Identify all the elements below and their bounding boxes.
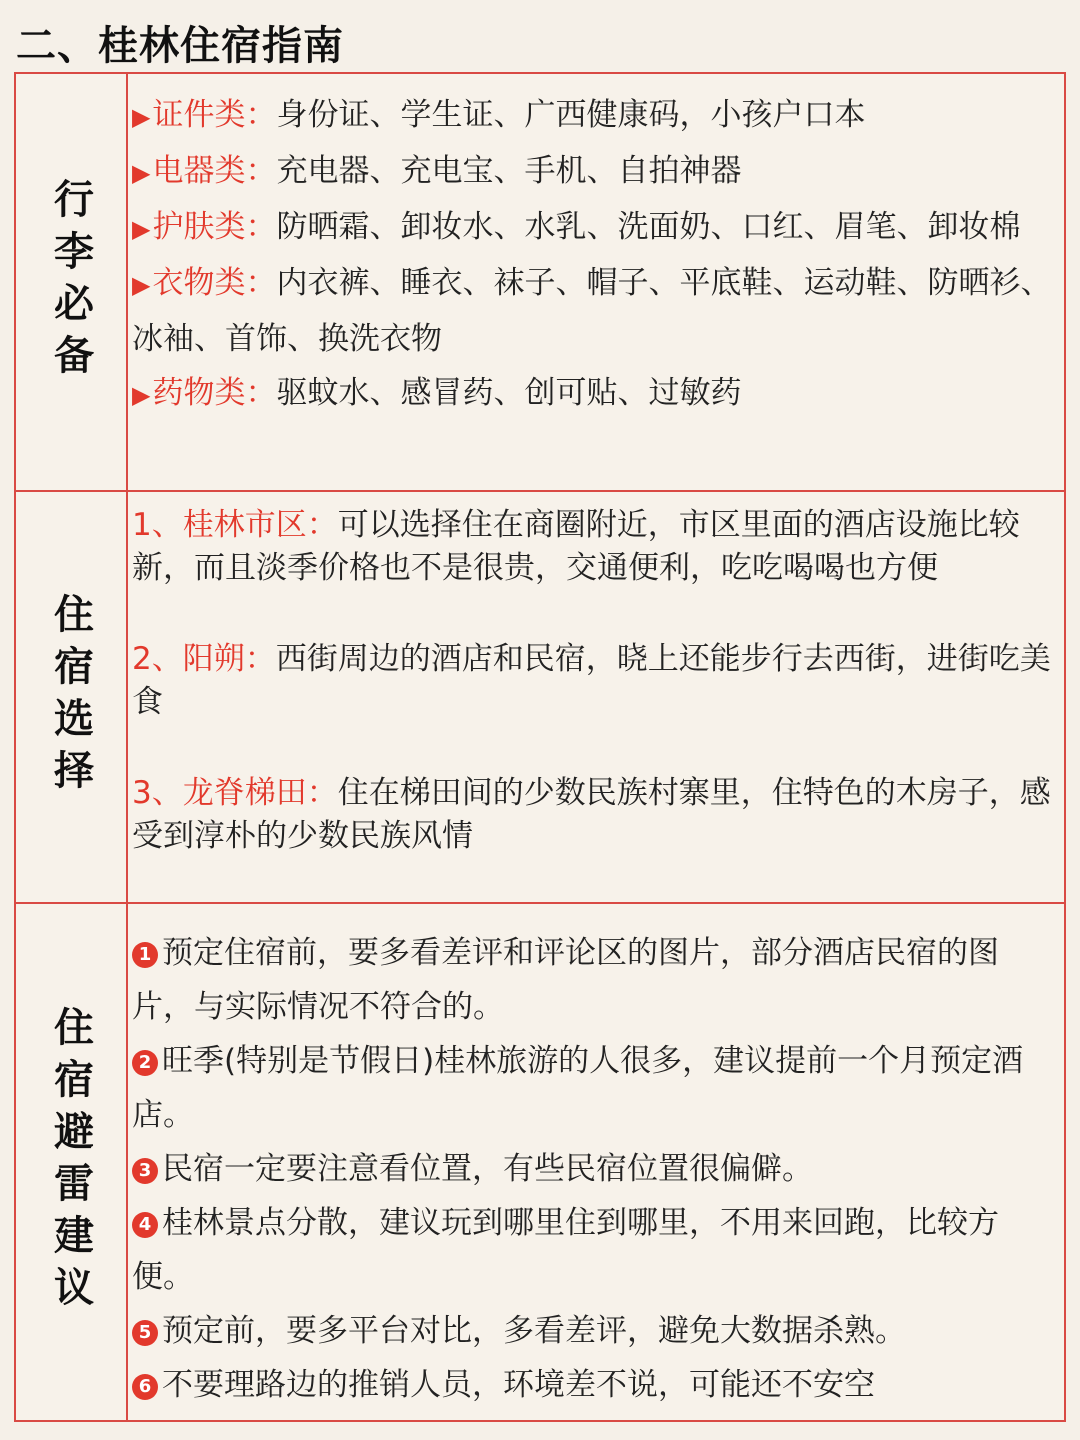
number-badge-icon: 6: [132, 1374, 158, 1400]
item-text: 西街周边的酒店和民宿，晓上还能步行去西街，进街吃美食: [132, 641, 1051, 720]
item-text: 旺季(特别是节假日)桂林旅游的人很多，建议提前一个月预定酒店。: [132, 1043, 1024, 1133]
list-item: [132, 772, 1052, 858]
item-text: 民宿一定要注意看位置，有些民宿位置很偏僻。: [162, 1151, 813, 1187]
item-text: 内衣裤、睡衣、袜子、帽子、平底鞋、运动鞋、防晒衫、冰袖、首饰、换洗衣物: [132, 265, 1052, 357]
item-title: 2、阳朔：: [132, 641, 276, 677]
spacer: [132, 590, 1052, 638]
number-badge-icon: 5: [132, 1320, 158, 1346]
list-item: [132, 1196, 1052, 1304]
item-category: 证件类：: [152, 97, 277, 133]
tips-content: [132, 926, 1052, 1420]
row-label-tips: 住宿避雷建议: [47, 1006, 94, 1318]
list-item: [132, 256, 1052, 366]
row-label-cell: [16, 492, 128, 902]
row-label-luggage: 行李必备: [47, 178, 94, 386]
item-title: 1、桂林市区：: [132, 507, 338, 543]
list-item: [132, 366, 1052, 422]
row-label-lodging: 住宿选择: [47, 593, 94, 801]
row-label-cell: [16, 74, 128, 490]
number-badge-icon: 4: [132, 1212, 158, 1238]
item-text: 充电器、充电宝、手机、自拍神器: [276, 153, 742, 189]
list-item: [132, 144, 1052, 200]
list-item: [132, 88, 1052, 144]
spacer: [132, 724, 1052, 772]
luggage-content: [132, 88, 1052, 490]
number-badge-icon: 1: [132, 942, 158, 968]
row-luggage: [16, 74, 1064, 490]
item-category: 衣物类：: [152, 265, 277, 301]
lodging-content: [132, 504, 1052, 902]
triangle-bullet-icon: ▶: [132, 159, 151, 187]
list-item: [132, 638, 1052, 724]
item-text: 驱蚊水、感冒药、创可贴、过敏药: [276, 375, 742, 411]
triangle-bullet-icon: ▶: [132, 215, 151, 243]
item-text: 防晒霜、卸妆水、水乳、洗面奶、口红、眉笔、卸妆棉: [276, 209, 1021, 245]
list-item: [132, 926, 1052, 1034]
item-text: 预定住宿前，要多看差评和评论区的图片，部分酒店民宿的图片，与实际情况不符合的。: [132, 935, 999, 1025]
list-item: [132, 1304, 1052, 1358]
item-category: 药物类：: [152, 375, 277, 411]
list-item: [132, 1142, 1052, 1196]
item-text: 住在梯田间的少数民族村寨里，住特色的木房子，感受到淳朴的少数民族风情: [132, 775, 1051, 854]
triangle-bullet-icon: ▶: [132, 103, 151, 131]
item-text: 预定前，要多平台对比，多看差评，避免大数据杀熟。: [162, 1313, 906, 1349]
page-title: 二、桂林住宿指南: [16, 23, 344, 69]
list-item: [132, 200, 1052, 256]
item-category: 电器类：: [152, 153, 277, 189]
triangle-bullet-icon: ▶: [132, 271, 151, 299]
row-label-cell: [16, 904, 128, 1420]
list-item: [132, 1358, 1052, 1412]
item-category: 护肤类：: [152, 209, 277, 245]
list-item: [132, 1034, 1052, 1142]
row-lodging: [16, 490, 1064, 902]
item-text: 身份证、学生证、广西健康码，小孩户口本: [276, 97, 866, 133]
item-text: 可以选择住在商圈附近，市区里面的酒店设施比较新，而且淡季价格也不是很贵，交通便利，吃吃喝喝也方便: [132, 507, 1020, 586]
number-badge-icon: 3: [132, 1158, 158, 1184]
number-badge-icon: 2: [132, 1050, 158, 1076]
row-tips: [16, 902, 1064, 1420]
item-text: 不要理路边的推销人员，环境差不说，可能还不安空: [162, 1367, 875, 1403]
list-item: [132, 504, 1052, 590]
guide-table: [14, 72, 1066, 1422]
item-title: 3、龙脊梯田：: [132, 775, 338, 811]
item-text: 桂林景点分散，建议玩到哪里住到哪里，不用来回跑，比较方便。: [132, 1205, 999, 1295]
triangle-bullet-icon: ▶: [132, 381, 151, 409]
